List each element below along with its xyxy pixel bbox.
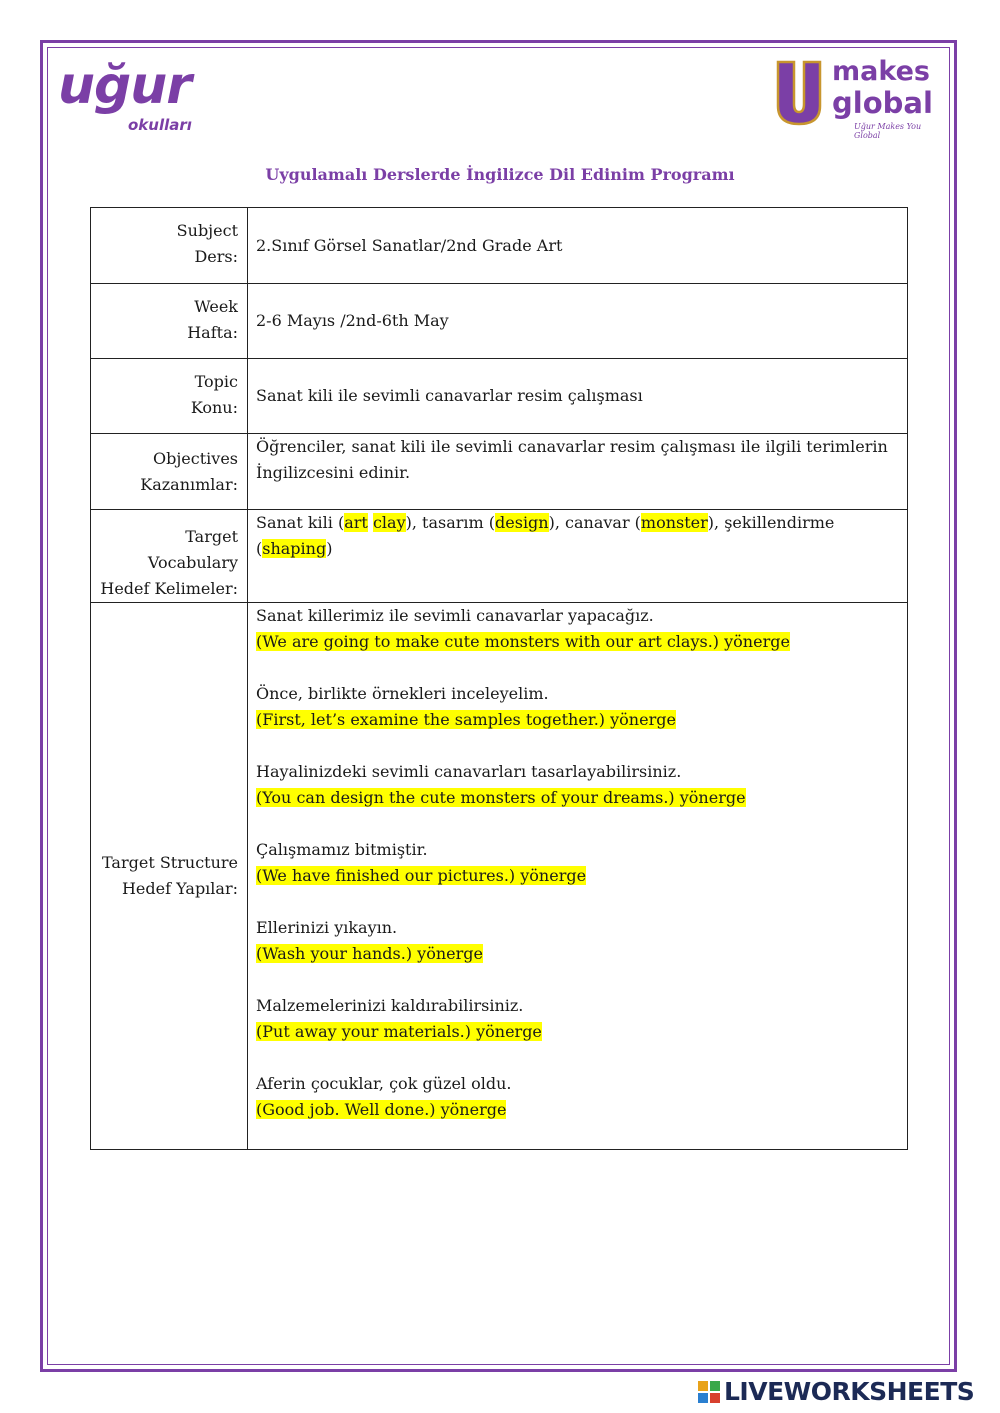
- liveworksheets-footer[interactable]: [698, 1377, 998, 1407]
- u-letter-icon: [774, 58, 824, 126]
- vocab-word-shaping: shaping: [262, 539, 327, 558]
- structure-tr-line: Sanat killerimiz ile sevimli canavarlar yapacağız.: [256, 606, 654, 625]
- lesson-plan-table: [90, 207, 908, 1150]
- label-tr: Ders:: [194, 247, 238, 266]
- vocabulary-value: [248, 510, 908, 603]
- vocab-text: (: [256, 539, 263, 558]
- objectives-label: [91, 434, 248, 510]
- liveworksheets-logo-icon: [698, 1381, 720, 1403]
- vocab-text: ), canavar (: [548, 513, 641, 532]
- vocab-word-monster: monster: [640, 513, 708, 532]
- subject-label: [91, 208, 248, 284]
- structure-tr-line: Hayalinizdeki sevimli canavarları tasarlayabilirsiniz.: [256, 762, 682, 781]
- page-title: Uygulamalı Derslerde İngilizce Dil Edinim Programı: [265, 165, 735, 184]
- week-value: 2-6 Mayıs /2nd-6th May: [248, 284, 908, 359]
- structure-en-line: [256, 941, 899, 967]
- structure-en-line: [256, 707, 899, 733]
- label-en: Topic: [194, 372, 238, 391]
- vocab-text: ): [326, 539, 333, 558]
- vocab-word-design: design: [495, 513, 549, 532]
- u-makes-global-logo: [770, 56, 945, 140]
- label-en: Week: [194, 297, 238, 316]
- structure-tr-line: Ellerinizi yıkayın.: [256, 918, 398, 937]
- label-tr: Hedef Kelimeler:: [100, 579, 238, 598]
- objectives-value: Öğrenciler, sanat kili ile sevimli canavarlar resim çalışması ile ilgili terimlerin İngilizcesini edinir.: [248, 434, 908, 510]
- table-row-vocabulary: [91, 510, 908, 603]
- vocabulary-label: [91, 510, 248, 603]
- vocab-word-clay: clay: [372, 513, 406, 532]
- label-tr: Konu:: [190, 398, 238, 417]
- structure-tr-line: Önce, birlikte örnekleri inceleyelim.: [256, 684, 549, 703]
- vocab-text: ), tasarım (: [405, 513, 496, 532]
- label-en: Target Structure: [102, 853, 238, 872]
- label-en: Target Vocabulary: [147, 527, 238, 572]
- label-tr: Hafta:: [187, 323, 238, 342]
- vocab-text: ), şekillendirme: [707, 513, 835, 532]
- logo-makes-text: makes: [832, 56, 930, 87]
- table-row-subject: [91, 208, 908, 284]
- table-row-topic: [91, 359, 908, 434]
- structure-tr-line: Malzemelerinizi kaldırabilirsiniz.: [256, 996, 524, 1015]
- week-label: [91, 284, 248, 359]
- structure-en-line: [256, 629, 899, 655]
- highlighted-text: (You can design the cute monsters of your dreams.) yönerge: [256, 788, 746, 807]
- liveworksheets-brand: LIVEWORKSHEETS: [724, 1377, 975, 1406]
- label-tr: Hedef Yapılar:: [121, 879, 238, 898]
- structure-label: [91, 603, 248, 1150]
- topic-label: [91, 359, 248, 434]
- highlighted-text: (We have finished our pictures.) yönerge: [256, 866, 587, 885]
- structure-en-line: [256, 863, 899, 889]
- table-row-objectives: [91, 434, 908, 510]
- table-row-week: [91, 284, 908, 359]
- structure-tr-line: Aferin çocuklar, çok güzel oldu.: [256, 1074, 512, 1093]
- ugur-okullari-logo: [58, 56, 208, 146]
- logo-global-text: global: [832, 86, 933, 120]
- structure-en-line: [256, 785, 899, 811]
- vocab-text: Sanat kili (: [256, 513, 345, 532]
- highlighted-text: (Put away your materials.) yönerge: [256, 1022, 542, 1041]
- label-en: Subject: [176, 221, 238, 240]
- highlighted-text: (We are going to make cute monsters with our art clays.) yönerge: [256, 632, 790, 651]
- logo-sub-text: okulları: [128, 116, 192, 134]
- structure-value: [248, 603, 908, 1150]
- topic-value: Sanat kili ile sevimli canavarlar resim çalışması: [248, 359, 908, 434]
- label-en: Objectives: [152, 449, 238, 468]
- highlighted-text: (Wash your hands.) yönerge: [256, 944, 483, 963]
- vocab-word-art: art: [344, 513, 368, 532]
- structure-en-line: [256, 1097, 899, 1123]
- table-row-structure: [91, 603, 908, 1150]
- logo-tagline: Uğur Makes You Global: [854, 122, 922, 140]
- label-tr: Kazanımlar:: [140, 475, 238, 494]
- subject-value: 2.Sınıf Görsel Sanatlar/2nd Grade Art: [248, 208, 908, 284]
- highlighted-text: (Good job. Well done.) yönerge: [256, 1100, 507, 1119]
- structure-en-line: [256, 1019, 899, 1045]
- highlighted-text: (First, let’s examine the samples together.) yönerge: [256, 710, 676, 729]
- logo-brand-text: uğur: [58, 56, 191, 116]
- structure-tr-line: Çalışmamız bitmiştir.: [256, 840, 428, 859]
